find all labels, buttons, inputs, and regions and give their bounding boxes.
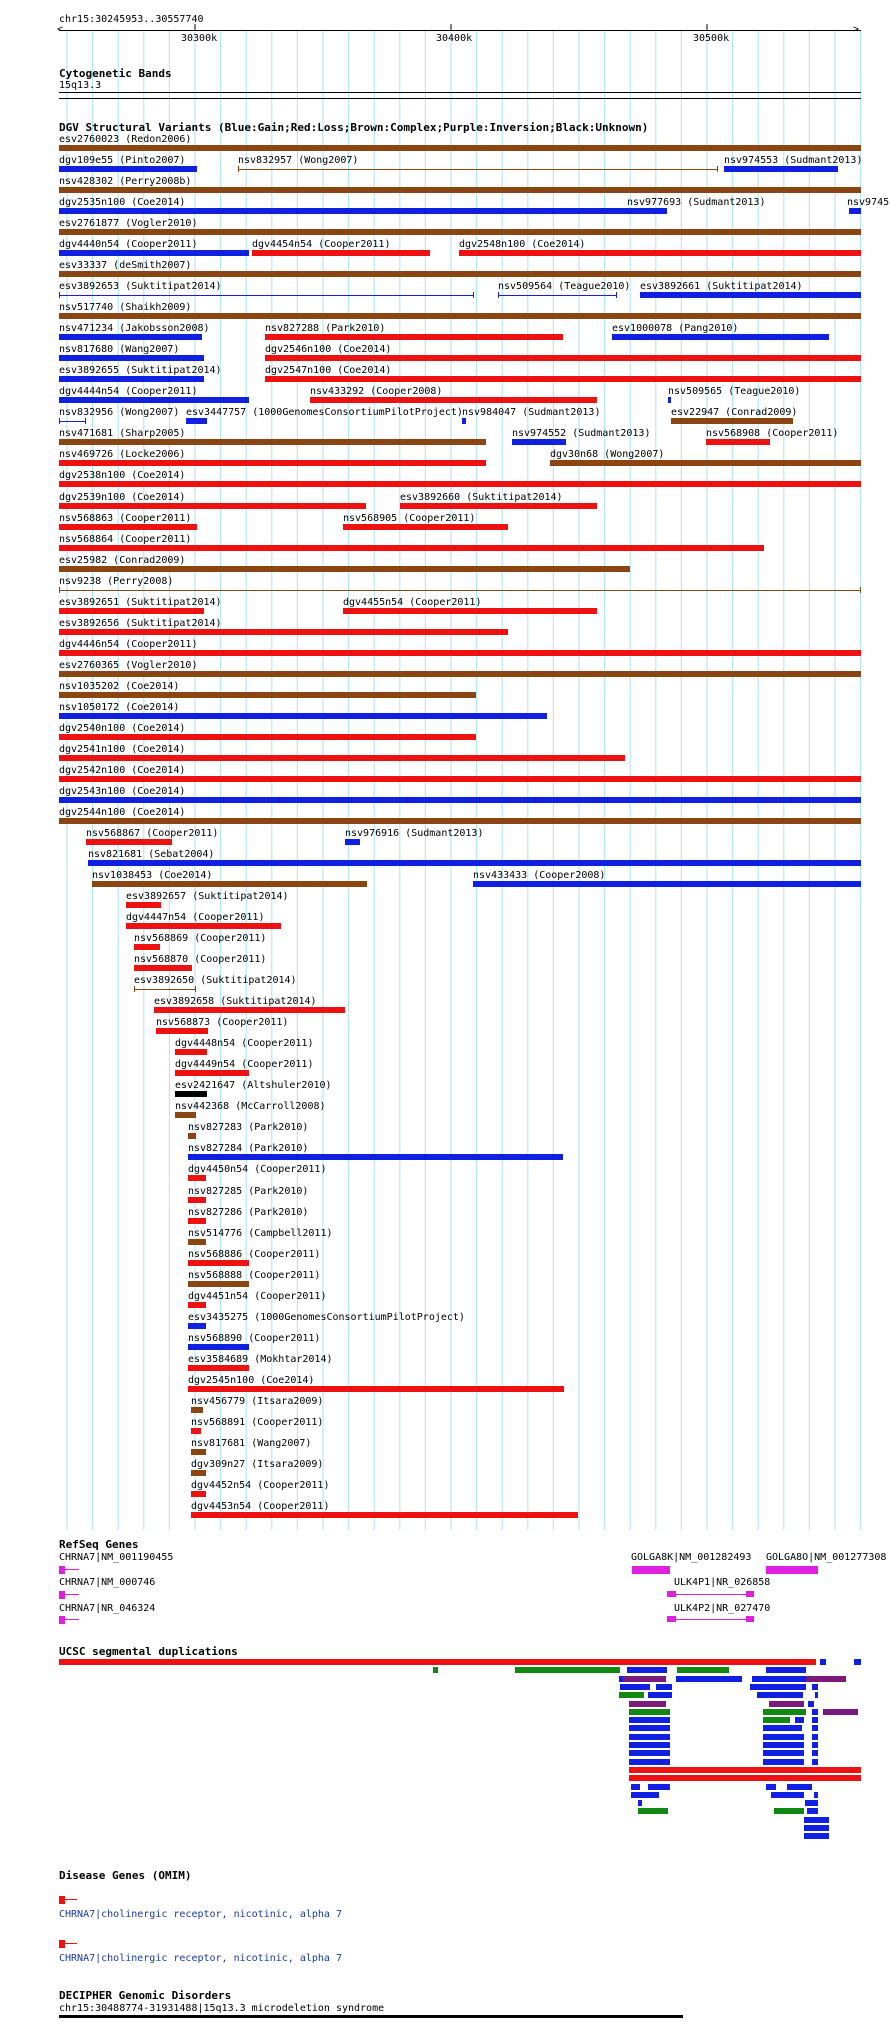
segdup-block[interactable]	[757, 1692, 803, 1698]
dgv-feature-label[interactable]: esv22947 (Conrad2009)	[671, 407, 798, 419]
dgv-feature-bar[interactable]	[849, 208, 861, 214]
dgv-feature-bar[interactable]	[345, 839, 360, 845]
dgv-feature-label[interactable]: esv3892655 (Suktitipat2014)	[59, 365, 222, 377]
refseq-gene-label[interactable]: CHRNA7|NM_000746	[59, 1577, 156, 1588]
segdup-block[interactable]	[766, 1667, 806, 1673]
dgv-feature-label[interactable]: esv2760023 (Redon2006)	[59, 134, 192, 145]
segdup-block[interactable]	[812, 1717, 818, 1723]
segdup-block[interactable]	[629, 1775, 861, 1781]
dgv-feature-bar[interactable]	[59, 397, 249, 403]
segdup-block[interactable]	[808, 1701, 814, 1707]
segdup-block[interactable]	[771, 1792, 804, 1798]
dgv-feature-bar[interactable]	[175, 1112, 196, 1118]
dgv-feature-bar[interactable]	[134, 989, 196, 990]
segdup-block[interactable]	[812, 1750, 818, 1756]
dgv-track-title[interactable]: DGV Structural Variants (Blue:Gain;Red:Loss;Brown:Complex;Purple:Inversion;Black:Unknown)	[59, 121, 649, 134]
dgv-feature-bar[interactable]	[627, 208, 667, 214]
dgv-feature-label[interactable]: nsv827283 (Park2010)	[188, 1122, 309, 1134]
dgv-feature-bar[interactable]	[59, 208, 627, 214]
dgv-feature-bar[interactable]	[343, 524, 508, 530]
segdup-block[interactable]	[648, 1692, 672, 1698]
dgv-feature-label[interactable]: dgv109e55 (Pinto2007)	[59, 155, 186, 167]
segdup-block[interactable]	[629, 1717, 670, 1723]
dgv-feature-label[interactable]: esv3892653 (Suktitipat2014)	[59, 281, 222, 293]
segdup-block[interactable]	[433, 1667, 438, 1673]
dgv-feature-label[interactable]: esv33337 (deSmith2007)	[59, 260, 192, 272]
ruler-tick-label: 30400k	[436, 33, 473, 44]
dgv-feature-end-tick	[59, 292, 60, 298]
segdup-block[interactable]	[814, 1792, 818, 1798]
segdup-block[interactable]	[629, 1767, 861, 1773]
dgv-feature-bar[interactable]	[188, 1239, 206, 1245]
dgv-feature-label[interactable]: dgv2540n100 (Coe2014)	[59, 722, 186, 734]
dgv-feature-end-tick	[59, 418, 60, 424]
dgv-feature-label[interactable]: dgv309n27 (Itsara2009)	[191, 1458, 324, 1470]
refseq-gene-label[interactable]: CHRNA7|NR_046324	[59, 1603, 156, 1614]
segdup-block[interactable]	[823, 1709, 858, 1715]
dgv-feature-bar[interactable]	[59, 797, 861, 803]
segdup-block[interactable]	[812, 1759, 818, 1765]
dgv-feature-bar[interactable]	[252, 250, 430, 256]
dgv-feature-label[interactable]: dgv2548n100 (Coe2014)	[459, 239, 586, 251]
segdup-block[interactable]	[629, 1742, 670, 1748]
gene-exon[interactable]	[746, 1591, 754, 1597]
dgv-feature-bar[interactable]	[188, 1133, 196, 1139]
dgv-feature-end-tick	[473, 292, 474, 298]
segdup-block[interactable]	[812, 1725, 818, 1731]
dgv-feature-label[interactable]: nsv977693 (Sudmant2013)	[627, 197, 766, 209]
omim-gene-icon[interactable]	[59, 1940, 65, 1948]
dgv-feature-bar[interactable]	[59, 629, 508, 635]
omim-gene-arrow-icon	[65, 1899, 77, 1900]
dgv-feature-label[interactable]: nsv984047 (Sudmant2013)	[462, 407, 601, 419]
dgv-feature-label[interactable]: nsv568888 (Cooper2011)	[188, 1269, 321, 1281]
dgv-feature-bar[interactable]	[191, 1449, 206, 1455]
dgv-feature-label[interactable]: nsv9238 (Perry2008)	[59, 575, 174, 587]
dgv-feature-bar[interactable]	[59, 776, 861, 782]
dgv-feature-end-tick	[134, 986, 135, 992]
dgv-feature-label[interactable]: dgv4455n54 (Cooper2011)	[343, 596, 482, 608]
gene-intron[interactable]	[676, 1594, 746, 1595]
dgv-feature-label[interactable]: dgv4452n54 (Cooper2011)	[191, 1479, 330, 1491]
dgv-feature-bar[interactable]	[59, 460, 486, 466]
dgv-feature-bar[interactable]	[88, 860, 861, 866]
ruler-right-arrow-icon: >	[853, 24, 860, 35]
dgv-feature-bar[interactable]	[191, 1428, 201, 1434]
dgv-feature-label[interactable]: nsv517740 (Shaikh2009)	[59, 302, 192, 314]
dgv-feature-label[interactable]: dgv2542n100 (Coe2014)	[59, 764, 186, 776]
dgv-feature-label[interactable]: nsv568908 (Cooper2011)	[706, 428, 839, 440]
dgv-feature-bar[interactable]	[134, 965, 192, 971]
dgv-feature-label[interactable]: dgv2547n100 (Coe2014)	[265, 365, 392, 377]
dgv-feature-end-tick	[238, 166, 239, 172]
dgv-feature-bar[interactable]	[59, 755, 625, 761]
segdup-block[interactable]	[752, 1676, 806, 1682]
dgv-feature-bar[interactable]	[59, 421, 86, 422]
dgv-feature-label[interactable]: dgv4450n54 (Cooper2011)	[188, 1164, 327, 1176]
decipher-track-title[interactable]: DECIPHER Genomic Disorders	[59, 1989, 232, 2002]
dgv-feature-bar[interactable]	[92, 881, 367, 887]
segdup-block[interactable]	[806, 1676, 846, 1682]
segdup-block[interactable]	[515, 1667, 620, 1673]
dgv-feature-label[interactable]: dgv2544n100 (Coe2014)	[59, 806, 186, 818]
segdup-block[interactable]	[804, 1833, 829, 1839]
dgv-feature-label[interactable]: dgv4440n54 (Cooper2011)	[59, 239, 198, 251]
refseq-gene-label[interactable]: CHRNA7|NM_001190455	[59, 1552, 174, 1563]
dgv-feature-label[interactable]: dgv4447n54 (Cooper2011)	[126, 912, 265, 924]
dgv-feature-label[interactable]: nsv832957 (Wong2007)	[238, 155, 359, 167]
segdup-block[interactable]	[631, 1784, 640, 1790]
dgv-feature-bar[interactable]	[59, 713, 547, 719]
segdup-block[interactable]	[629, 1750, 670, 1756]
dgv-feature-bar[interactable]	[310, 397, 597, 403]
cytoband-track-title[interactable]: Cytogenetic Bands	[59, 67, 172, 80]
dgv-feature-label[interactable]: nsv471681 (Sharp2005)	[59, 428, 186, 440]
gene-exon[interactable]	[667, 1591, 676, 1597]
gene-intron[interactable]	[676, 1619, 746, 1620]
dgv-feature-label[interactable]: nsv456779 (Itsara2009)	[191, 1395, 324, 1407]
dgv-feature-bar[interactable]	[188, 1175, 206, 1181]
dgv-feature-bar[interactable]	[706, 439, 770, 445]
segdup-block[interactable]	[627, 1667, 667, 1673]
dgv-feature-label[interactable]: dgv2545n100 (Coe2014)	[188, 1374, 315, 1386]
dgv-feature-label[interactable]: nsv568905 (Cooper2011)	[343, 512, 476, 524]
omim-gene-arrow-icon	[65, 1943, 77, 1944]
dgv-feature-bar[interactable]	[59, 334, 202, 340]
dgv-feature-bar[interactable]	[188, 1154, 563, 1160]
dgv-feature-bar[interactable]	[265, 334, 563, 340]
gene-exon[interactable]	[632, 1566, 670, 1574]
dgv-feature-bar[interactable]	[512, 439, 566, 445]
segdup-block[interactable]	[629, 1734, 670, 1740]
dgv-feature-label[interactable]: nsv568863 (Cooper2011)	[59, 512, 192, 524]
dgv-feature-label[interactable]: nsv827288 (Park2010)	[265, 323, 386, 335]
segdup-block[interactable]	[619, 1692, 644, 1698]
segdup-block[interactable]	[795, 1717, 804, 1723]
gene-exon[interactable]	[59, 1616, 65, 1624]
dgv-feature-bar[interactable]	[188, 1365, 249, 1371]
dgv-feature-label[interactable]: esv3892650 (Suktitipat2014)	[134, 975, 297, 987]
dgv-feature-label[interactable]: nsv568873 (Cooper2011)	[156, 1017, 289, 1029]
dgv-feature-label[interactable]: nsv428302 (Perry2008b)	[59, 176, 192, 188]
refseq-gene-label[interactable]: GOLGA8O|NM_001277308	[766, 1552, 887, 1563]
ruler-tick-label: 30500k	[693, 33, 730, 44]
dgv-feature-end-tick	[85, 418, 86, 424]
refseq-track-title[interactable]: RefSeq Genes	[59, 1538, 139, 1551]
cytoband-label[interactable]: 15q13.3	[59, 80, 102, 91]
dgv-feature-bar[interactable]	[59, 271, 861, 277]
dgv-feature-label[interactable]: nsv471234 (Jakobsson2008)	[59, 323, 210, 335]
dgv-feature-bar[interactable]	[59, 145, 861, 151]
dgv-feature-bar[interactable]	[59, 313, 861, 319]
segdup-block[interactable]	[750, 1684, 806, 1690]
dgv-feature-end-tick	[498, 292, 499, 298]
dgv-feature-label[interactable]: dgv2539n100 (Coe2014)	[59, 491, 186, 503]
dgv-feature-bar[interactable]	[59, 566, 630, 572]
dgv-feature-label[interactable]: nsv568869 (Cooper2011)	[134, 933, 267, 945]
segdup-block[interactable]	[787, 1784, 812, 1790]
dgv-feature-bar[interactable]	[191, 1407, 203, 1413]
dgv-feature-bar[interactable]	[724, 166, 838, 172]
dgv-feature-label[interactable]: nsv568886 (Cooper2011)	[188, 1248, 321, 1260]
dgv-feature-label[interactable]: nsv514776 (Campbell2011)	[188, 1227, 333, 1239]
dgv-feature-bar[interactable]	[126, 923, 281, 929]
dgv-feature-bar[interactable]	[59, 692, 476, 698]
dgv-feature-bar[interactable]	[59, 545, 764, 551]
dgv-feature-label[interactable]: nsv433292 (Cooper2008)	[310, 386, 443, 398]
dgv-feature-bar[interactable]	[59, 439, 486, 445]
dgv-feature-bar[interactable]	[265, 355, 861, 361]
dgv-feature-label[interactable]: nsv568890 (Cooper2011)	[188, 1332, 321, 1344]
dgv-feature-label[interactable]: esv25982 (Conrad2009)	[59, 554, 186, 566]
segdup-block[interactable]	[638, 1800, 642, 1806]
dgv-feature-label[interactable]: dgv2543n100 (Coe2014)	[59, 785, 186, 797]
dgv-feature-bar[interactable]	[671, 418, 793, 424]
dgv-feature-label[interactable]: nsv568867 (Cooper2011)	[86, 827, 219, 839]
segdup-block[interactable]	[629, 1759, 670, 1765]
segdup-block[interactable]	[812, 1742, 818, 1748]
dgv-feature-bar[interactable]	[154, 1007, 345, 1013]
segdup-block[interactable]	[656, 1684, 672, 1690]
segdup-block[interactable]	[820, 1659, 826, 1665]
gene-exon[interactable]	[746, 1616, 754, 1622]
dgv-feature-bar[interactable]	[59, 524, 197, 530]
ruler-tick-label: 30300k	[181, 33, 218, 44]
segdup-block[interactable]	[815, 1692, 818, 1698]
segdup-block[interactable]	[648, 1784, 670, 1790]
dgv-feature-bar[interactable]	[175, 1049, 207, 1055]
dgv-feature-bar[interactable]	[188, 1260, 249, 1266]
dgv-feature-bar[interactable]	[400, 503, 597, 509]
dgv-feature-end-tick	[616, 292, 617, 298]
dgv-feature-bar[interactable]	[191, 1491, 206, 1497]
segdup-block[interactable]	[812, 1684, 818, 1690]
ruler-left-arrow-icon: <	[57, 24, 64, 35]
dgv-feature-label[interactable]: dgv4444n54 (Cooper2011)	[59, 386, 198, 398]
dgv-feature-label[interactable]: dgv4446n54 (Cooper2011)	[59, 638, 198, 650]
segdup-block[interactable]	[807, 1808, 818, 1814]
segdup-block[interactable]	[676, 1676, 742, 1682]
dgv-feature-label[interactable]: nsv568870 (Cooper2011)	[134, 954, 267, 966]
dgv-feature-bar[interactable]	[188, 1281, 249, 1287]
dgv-feature-bar[interactable]	[59, 650, 861, 656]
dgv-feature-bar[interactable]	[59, 229, 861, 235]
dgv-feature-label[interactable]: nsv832956 (Wong2007)	[59, 407, 180, 419]
dgv-feature-bar[interactable]	[126, 902, 161, 908]
dgv-feature-bar[interactable]	[59, 187, 861, 193]
dgv-feature-bar[interactable]	[59, 608, 204, 614]
dgv-feature-end-tick	[195, 986, 196, 992]
dgv-feature-label[interactable]: nsv821681 (Sebat2004)	[88, 849, 215, 861]
dgv-feature-label[interactable]: esv3435275 (1000GenomesConsortiumPilotProject)	[188, 1311, 465, 1323]
dgv-feature-label[interactable]: nsv568891 (Cooper2011)	[191, 1416, 324, 1428]
dgv-feature-bar[interactable]	[238, 169, 718, 170]
dgv-feature-bar[interactable]	[86, 839, 172, 845]
dgv-feature-bar[interactable]	[188, 1197, 206, 1203]
dgv-feature-label[interactable]: nsv1038453 (Coe2014)	[92, 870, 213, 882]
dgv-feature-bar[interactable]	[550, 460, 861, 466]
dgv-feature-bar[interactable]	[191, 1512, 578, 1518]
dgv-feature-bar[interactable]	[265, 376, 861, 382]
dgv-feature-end-tick	[860, 587, 861, 593]
dgv-feature-bar[interactable]	[188, 1386, 564, 1392]
segdup-block[interactable]	[638, 1808, 668, 1814]
segdup-block[interactable]	[763, 1709, 806, 1715]
dgv-feature-bar[interactable]	[343, 608, 597, 614]
dgv-feature-label[interactable]: nsv509565 (Teague2010)	[668, 386, 801, 398]
dgv-feature-bar[interactable]	[188, 1302, 206, 1308]
dgv-feature-label[interactable]: nsv1050172 (Coe2014)	[59, 701, 180, 713]
segdup-block[interactable]	[812, 1709, 818, 1715]
dgv-feature-label[interactable]: esv3892657 (Suktitipat2014)	[126, 891, 289, 903]
dgv-feature-label[interactable]: esv2760365 (Vogler2010)	[59, 659, 198, 671]
dgv-feature-bar[interactable]	[59, 590, 861, 591]
dgv-feature-label[interactable]: dgv4449n54 (Cooper2011)	[175, 1059, 314, 1071]
dgv-feature-label[interactable]: esv1000078 (Pang2010)	[612, 323, 739, 335]
dgv-feature-bar[interactable]	[498, 295, 617, 296]
dgv-feature-bar[interactable]	[186, 418, 207, 424]
dgv-feature-label[interactable]: dgv2538n100 (Coe2014)	[59, 470, 186, 482]
dgv-feature-bar[interactable]	[473, 881, 861, 887]
dgv-feature-bar[interactable]	[134, 944, 160, 950]
dgv-feature-label[interactable]: esv3892656 (Suktitipat2014)	[59, 617, 222, 629]
dgv-feature-label[interactable]: nsv9745	[847, 197, 890, 209]
segdup-block[interactable]	[774, 1808, 804, 1814]
dgv-feature-bar[interactable]	[59, 503, 366, 509]
segdup-block[interactable]	[812, 1734, 818, 1740]
dgv-feature-bar[interactable]	[156, 1028, 208, 1034]
dgv-feature-bar[interactable]	[59, 250, 249, 256]
omim-gene-icon[interactable]	[59, 1896, 65, 1904]
dgv-feature-bar[interactable]	[175, 1091, 207, 1097]
gene-exon[interactable]	[667, 1616, 676, 1622]
dgv-feature-label[interactable]: nsv509564 (Teague2010)	[498, 281, 631, 293]
dgv-feature-label[interactable]: esv3892661 (Suktitipat2014)	[640, 281, 803, 293]
refseq-gene-label[interactable]: GOLGA8K|NM_001282493	[631, 1552, 752, 1563]
dgv-feature-bar[interactable]	[188, 1323, 206, 1329]
dgv-feature-label[interactable]: nsv974552 (Sudmant2013)	[512, 428, 651, 440]
segdup-block[interactable]	[631, 1792, 659, 1798]
segdup-block[interactable]	[629, 1701, 666, 1707]
gene-exon[interactable]	[766, 1566, 818, 1574]
segdup-block[interactable]	[763, 1717, 790, 1723]
dgv-feature-end-tick	[59, 587, 60, 593]
dgv-feature-label[interactable]: dgv4453n54 (Cooper2011)	[191, 1500, 330, 1512]
dgv-feature-bar[interactable]	[175, 1070, 249, 1076]
omim-gene-link[interactable]: CHRNA7|cholinergic receptor, nicotinic, alpha 7	[59, 1909, 342, 1920]
dgv-feature-bar[interactable]	[188, 1218, 206, 1224]
dgv-feature-label[interactable]: nsv974553 (Sudmant2013)	[724, 155, 863, 167]
dgv-feature-bar[interactable]	[59, 818, 861, 824]
dgv-feature-label[interactable]: esv3584689 (Mokhtar2014)	[188, 1353, 333, 1365]
segdup-block[interactable]	[629, 1725, 670, 1731]
dgv-feature-bar[interactable]	[59, 376, 204, 382]
segdup-block[interactable]	[766, 1784, 776, 1790]
dgv-feature-bar[interactable]	[459, 250, 861, 256]
dgv-feature-label[interactable]: dgv4448n54 (Cooper2011)	[175, 1038, 314, 1050]
decipher-bar[interactable]	[59, 2015, 683, 2018]
dgv-feature-label[interactable]: nsv433433 (Cooper2008)	[473, 870, 606, 882]
segdup-block[interactable]	[677, 1667, 729, 1673]
segdup-block[interactable]	[623, 1676, 666, 1682]
dgv-feature-label[interactable]: esv2421647 (Altshuler2010)	[175, 1080, 332, 1092]
segdup-track-title[interactable]: UCSC segmental duplications	[59, 1645, 238, 1658]
dgv-feature-end-tick	[717, 166, 718, 172]
omim-track-title[interactable]: Disease Genes (OMIM)	[59, 1869, 192, 1882]
dgv-feature-label[interactable]: esv3892658 (Suktitipat2014)	[154, 996, 317, 1008]
dgv-feature-bar[interactable]	[59, 734, 476, 740]
omim-gene-link[interactable]: CHRNA7|cholinergic receptor, nicotinic, alpha 7	[59, 1953, 342, 1964]
dgv-feature-bar[interactable]	[668, 397, 671, 403]
dgv-feature-label[interactable]: nsv568864 (Cooper2011)	[59, 533, 192, 545]
segdup-block[interactable]	[804, 1817, 829, 1823]
segdup-block[interactable]	[805, 1800, 818, 1806]
refseq-gene-label[interactable]: ULK4P1|NR_026858	[674, 1577, 771, 1588]
segdup-block[interactable]	[769, 1701, 804, 1707]
decipher-item-label[interactable]: chr15:30488774-31931488|15q13.3 microdeletion syndrome	[59, 2003, 385, 2014]
dgv-feature-label[interactable]: esv3892660 (Suktitipat2014)	[400, 491, 563, 503]
segdup-block[interactable]	[59, 1659, 816, 1665]
dgv-feature-bar[interactable]	[612, 334, 829, 340]
dgv-feature-bar[interactable]	[59, 481, 861, 487]
gene-exon[interactable]	[59, 1566, 65, 1574]
dgv-feature-label[interactable]: dgv2535n100 (Coe2014)	[59, 197, 186, 209]
segdup-block[interactable]	[763, 1725, 802, 1731]
dgv-feature-label[interactable]: dgv30n68 (Wong2007)	[550, 449, 665, 461]
segdup-block[interactable]	[620, 1684, 650, 1690]
dgv-feature-label[interactable]: nsv827284 (Park2010)	[188, 1143, 309, 1155]
gene-intron[interactable]	[65, 1594, 79, 1595]
dgv-feature-label[interactable]: esv2761877 (Vogler2010)	[59, 218, 198, 230]
segdup-block[interactable]	[763, 1750, 804, 1756]
dgv-feature-label[interactable]: nsv827285 (Park2010)	[188, 1185, 309, 1197]
gene-intron[interactable]	[65, 1569, 79, 1570]
dgv-feature-label[interactable]: nsv817681 (Wang2007)	[191, 1437, 312, 1449]
dgv-feature-label[interactable]: esv3447757 (1000GenomesConsortiumPilotProject)	[186, 407, 463, 419]
gene-exon[interactable]	[59, 1591, 65, 1599]
segdup-block[interactable]	[763, 1734, 804, 1740]
dgv-feature-bar[interactable]	[462, 418, 466, 424]
dgv-feature-label[interactable]: dgv2541n100 (Coe2014)	[59, 743, 186, 755]
dgv-feature-bar[interactable]	[59, 671, 861, 677]
segdup-block[interactable]	[763, 1742, 804, 1748]
dgv-feature-bar[interactable]	[59, 355, 204, 361]
dgv-feature-bar[interactable]	[59, 295, 474, 296]
dgv-feature-label[interactable]: nsv442368 (McCarroll2008)	[175, 1101, 326, 1113]
segdup-block[interactable]	[763, 1759, 804, 1765]
dgv-feature-label[interactable]: dgv4451n54 (Cooper2011)	[188, 1290, 327, 1302]
dgv-feature-label[interactable]: nsv976916 (Sudmant2013)	[345, 827, 484, 839]
dgv-feature-label[interactable]: nsv827286 (Park2010)	[188, 1206, 309, 1218]
dgv-feature-label[interactable]: nsv1035202 (Coe2014)	[59, 680, 180, 692]
position-label: chr15:30245953..30557740	[59, 14, 204, 25]
segdup-block[interactable]	[629, 1709, 670, 1715]
dgv-feature-bar[interactable]	[59, 166, 197, 172]
dgv-feature-label[interactable]: dgv2546n100 (Coe2014)	[265, 344, 392, 356]
refseq-gene-label[interactable]: ULK4P2|NR_027470	[674, 1603, 771, 1614]
gene-intron[interactable]	[65, 1619, 79, 1620]
dgv-feature-label[interactable]: esv3892651 (Suktitipat2014)	[59, 596, 222, 608]
dgv-feature-bar[interactable]	[191, 1470, 206, 1476]
dgv-feature-label[interactable]: nsv817680 (Wang2007)	[59, 344, 180, 356]
segdup-block[interactable]	[854, 1659, 861, 1665]
dgv-feature-label[interactable]: nsv469726 (Locke2006)	[59, 449, 186, 461]
segdup-block[interactable]	[804, 1825, 829, 1831]
dgv-feature-label[interactable]: dgv4454n54 (Cooper2011)	[252, 239, 391, 251]
dgv-feature-bar[interactable]	[640, 292, 861, 298]
dgv-feature-bar[interactable]	[188, 1344, 249, 1350]
